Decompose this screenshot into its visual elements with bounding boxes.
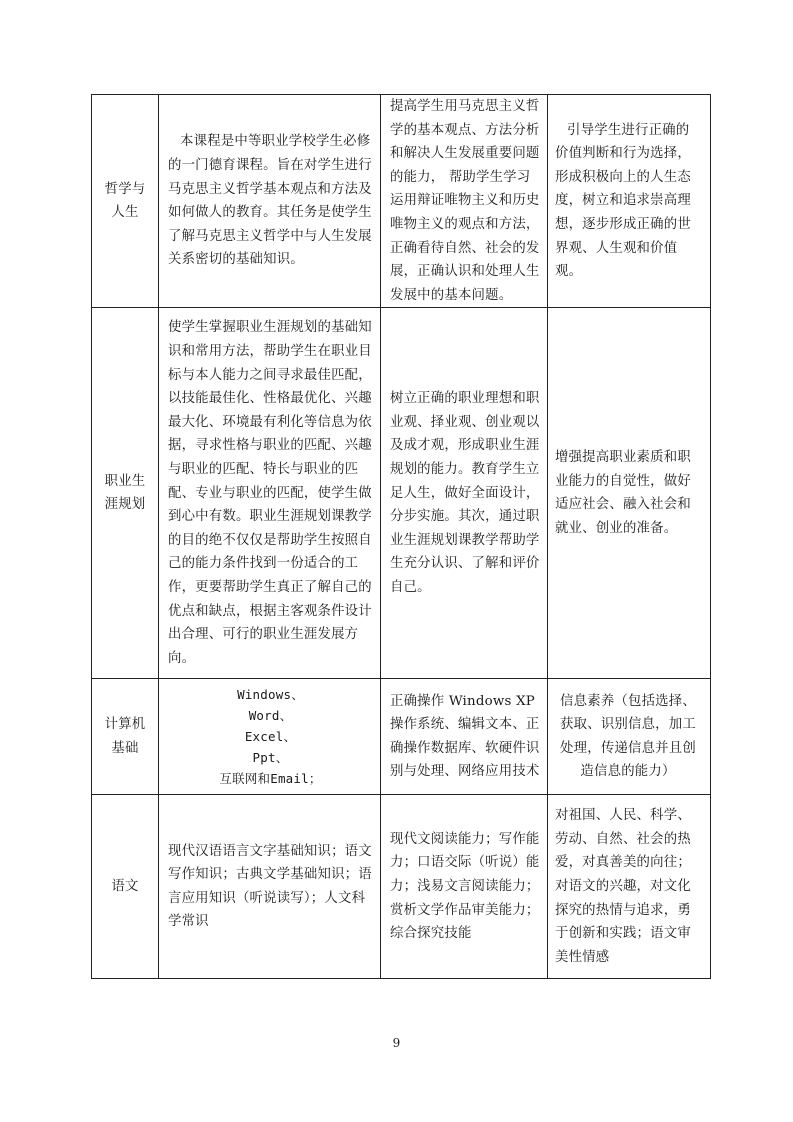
course-name-cell — [92, 795, 159, 979]
table-row — [92, 679, 711, 795]
quality-goal: 增强提高职业素质和职业能力的自觉性，做好适应社会、融入社会和就业、创业的准备。 — [555, 450, 691, 536]
course-content: 使学生掌握职业生涯规划的基础知识和常用方法，帮助学生在职业目标与本人能力之间寻求最佳匹配，以技能最佳化、性格最优化、兴趣最大化、环境最有利化等信息为依据，寻求性格与职业的匹配、兴趣与职业的匹配、特长与职业的匹配、专业与职业的匹配，使学生做到心中有数。职业生涯规划课教学的目的绝不仅仅是帮助学生按照自己的能力条件找到一份适合的工作，更要帮助学生真正了解自己的优点和缺点，根据主客观条件设计出合理、可行的职业生涯发展方向。 — [168, 320, 372, 666]
ability-cell — [381, 795, 548, 979]
course-name-cell — [92, 308, 159, 679]
table-row — [92, 795, 711, 979]
course-content-cell — [159, 795, 381, 979]
ability-goal: 提高学生用马克思主义哲学的基本观点、方法分析和解决人生发展重要问题的能力， 帮助学生学习运用辩证唯物主义和历史唯物主义的观点和方法，正确看待自然、社会的发展，正确认识和处理人生发展中的基本问题。 — [390, 99, 540, 303]
table-row — [92, 95, 711, 308]
course-content: 现代汉语语言文字基础知识；语文写作知识；古典文学基础知识；语言应用知识（听说读写）；人文科学常识 — [168, 843, 372, 930]
ability-cell — [381, 308, 548, 679]
ability-cell — [381, 95, 548, 308]
quality-cell — [548, 95, 711, 308]
course-content-cell — [159, 95, 381, 308]
quality-cell — [548, 795, 711, 979]
quality-goal: 对祖国、人民、科学、劳动、自然、社会的热爱，对真善美的向往；对语文的兴趣，对文化探究的热情与追求，勇于创新和实践；语文审美性情感 — [555, 808, 691, 965]
course-name-cell — [92, 95, 159, 308]
course-name-cell — [92, 679, 159, 795]
course-name: 计算机基础 — [104, 717, 146, 756]
content-list-item: Word、 — [248, 708, 293, 724]
content-list-item: 互联网和Email； — [219, 771, 322, 787]
course-content-cell — [159, 679, 381, 795]
ability-goal: 正确操作 Windows XP 操作系统、编辑文本、正确操作数据库、软硬件识别与处理、网络应用技术 — [390, 693, 540, 780]
quality-cell — [548, 679, 711, 795]
content-list-item: Excel、 — [244, 729, 297, 745]
quality-cell — [548, 308, 711, 679]
course-name: 哲学与人生 — [104, 181, 146, 221]
quality-goal: 引导学生进行正确的价值判断和行为选择，形成积极向上的人生态度，树立和追求崇高理想，逐步形成正确的世界观、人生观和价值观。 — [555, 122, 691, 280]
curriculum-table — [91, 94, 711, 979]
content-list-item: Ppt、 — [252, 750, 289, 766]
ability-goal: 树立正确的职业理想和职业观、择业观、创业观以及成才观，形成职业生涯规划的能力。教育学生立足人生，做好全面设计，分步实施。其次，通过职业生涯规划课教学帮助学生充分认识、了解和评价自己。 — [390, 391, 540, 595]
course-name: 语文 — [111, 879, 139, 895]
ability-cell — [381, 679, 548, 795]
ability-goal: 现代文阅读能力；写作能力；口语交际（听说）能力；浅易文言阅读能力；赏析文学作品审美能力；综合探究技能 — [390, 831, 540, 942]
course-content: 本课程是中等职业学校学生必修的一门德育课程。旨在对学生进行马克思主义哲学基本观点和方法及如何做人的教育。其任务是使学生了解马克思主义哲学中与人生发展关系密切的基础知识。 — [168, 134, 372, 268]
quality-goal: 信息素养（包括选择、获取、识别信息，加工处理，传递信息并且创造信息的能力） — [560, 693, 696, 780]
page-number: 9 — [392, 1036, 401, 1050]
table-row — [92, 308, 711, 679]
course-content-cell — [159, 308, 381, 679]
content-list-item: Windows、 — [237, 687, 304, 703]
course-name: 职业生涯规划 — [104, 473, 146, 513]
